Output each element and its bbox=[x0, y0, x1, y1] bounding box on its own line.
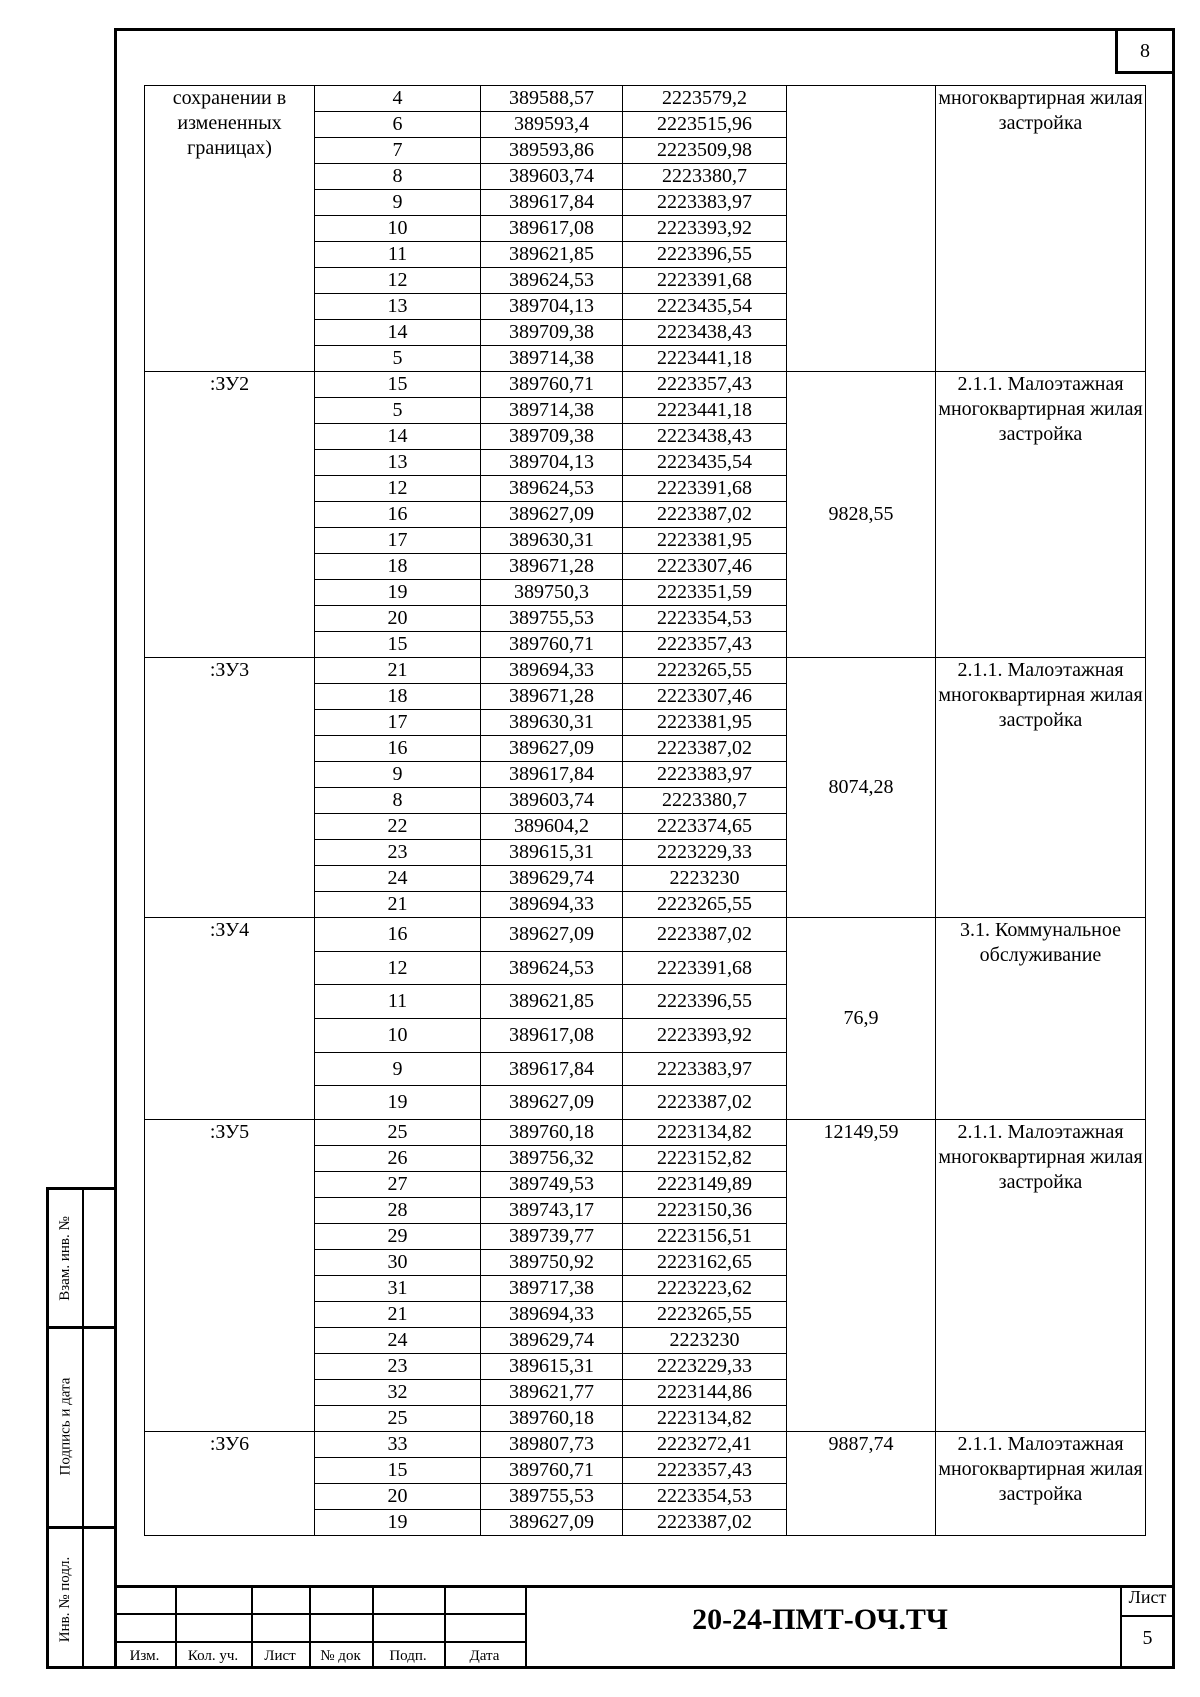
coord-x: 389621,77 bbox=[481, 1380, 623, 1406]
coord-y: 2223391,68 bbox=[623, 268, 787, 294]
point-number: 28 bbox=[315, 1198, 481, 1224]
coord-y: 2223272,41 bbox=[623, 1432, 787, 1458]
point-number: 23 bbox=[315, 1354, 481, 1380]
coord-y: 2223381,95 bbox=[623, 528, 787, 554]
coord-y: 2223515,96 bbox=[623, 112, 787, 138]
coord-x: 389760,71 bbox=[481, 372, 623, 398]
coord-x: 389743,17 bbox=[481, 1198, 623, 1224]
point-number: 13 bbox=[315, 450, 481, 476]
point-number: 19 bbox=[315, 1510, 481, 1536]
parcel-label: :ЗУ4 bbox=[145, 918, 315, 1120]
coord-x: 389739,77 bbox=[481, 1224, 623, 1250]
coord-x: 389593,4 bbox=[481, 112, 623, 138]
parcel-purpose: 2.1.1. Малоэтажная многоквартирная жилая застройка bbox=[936, 1432, 1146, 1536]
point-number: 5 bbox=[315, 346, 481, 372]
point-number: 10 bbox=[315, 1019, 481, 1053]
side-label-inv: Инв. № подл. bbox=[57, 1556, 73, 1642]
coord-y: 2223387,02 bbox=[623, 736, 787, 762]
coord-y: 2223229,33 bbox=[623, 1354, 787, 1380]
coord-y: 2223396,55 bbox=[623, 242, 787, 268]
coord-y: 2223307,46 bbox=[623, 554, 787, 580]
parcel-area: 76,9 bbox=[787, 918, 936, 1120]
coord-x: 389760,18 bbox=[481, 1406, 623, 1432]
coord-x: 389593,86 bbox=[481, 138, 623, 164]
point-number: 13 bbox=[315, 294, 481, 320]
coord-y: 2223374,65 bbox=[623, 814, 787, 840]
coord-y: 2223387,02 bbox=[623, 1510, 787, 1536]
parcel-label: :ЗУ3 bbox=[145, 658, 315, 918]
coord-y: 2223387,02 bbox=[623, 918, 787, 952]
coord-x: 389617,08 bbox=[481, 216, 623, 242]
point-number: 11 bbox=[315, 985, 481, 1019]
coord-y: 2223149,89 bbox=[623, 1172, 787, 1198]
coord-x: 389714,38 bbox=[481, 346, 623, 372]
point-number: 21 bbox=[315, 892, 481, 918]
coord-x: 389807,73 bbox=[481, 1432, 623, 1458]
coord-y: 2223438,43 bbox=[623, 320, 787, 346]
point-number: 20 bbox=[315, 606, 481, 632]
point-number: 32 bbox=[315, 1380, 481, 1406]
coord-y: 2223357,43 bbox=[623, 1458, 787, 1484]
stamp-kol-uch: Кол. уч. bbox=[187, 1648, 239, 1664]
coord-x: 389755,53 bbox=[481, 1484, 623, 1510]
coord-y: 2223383,97 bbox=[623, 190, 787, 216]
side-label-vzam: Взам. инв. № bbox=[57, 1215, 73, 1301]
point-number: 7 bbox=[315, 138, 481, 164]
parcel-label: :ЗУ6 bbox=[145, 1432, 315, 1536]
coord-x: 389603,74 bbox=[481, 788, 623, 814]
point-number: 23 bbox=[315, 840, 481, 866]
coord-x: 389694,33 bbox=[481, 1302, 623, 1328]
coord-x: 389617,84 bbox=[481, 190, 623, 216]
coord-y: 2223150,36 bbox=[623, 1198, 787, 1224]
sheet-number: 5 bbox=[1142, 1627, 1153, 1649]
coord-x: 389615,31 bbox=[481, 840, 623, 866]
parcel-label: :ЗУ2 bbox=[145, 372, 315, 658]
coord-x: 389714,38 bbox=[481, 398, 623, 424]
document-code: 20-24-ПМТ-ОЧ.ТЧ bbox=[692, 1603, 948, 1636]
point-number: 29 bbox=[315, 1224, 481, 1250]
coord-x: 389630,31 bbox=[481, 528, 623, 554]
point-number: 15 bbox=[315, 1458, 481, 1484]
coord-x: 389704,13 bbox=[481, 294, 623, 320]
coord-y: 2223380,7 bbox=[623, 788, 787, 814]
parcel-purpose: 3.1. Коммунальное обслуживание bbox=[936, 918, 1146, 1120]
coord-x: 389756,32 bbox=[481, 1146, 623, 1172]
coordinates-table bbox=[144, 85, 1146, 1536]
point-number: 19 bbox=[315, 1086, 481, 1120]
parcel-purpose: 2.1.1. Малоэтажная многоквартирная жилая застройка bbox=[936, 372, 1146, 658]
table-row bbox=[145, 1432, 1146, 1458]
table-row bbox=[145, 918, 1146, 952]
point-number: 16 bbox=[315, 736, 481, 762]
point-number: 31 bbox=[315, 1276, 481, 1302]
point-number: 12 bbox=[315, 268, 481, 294]
point-number: 15 bbox=[315, 372, 481, 398]
coord-y: 2223354,53 bbox=[623, 1484, 787, 1510]
parcel-area: 12149,59 bbox=[787, 1120, 936, 1432]
coord-y: 2223387,02 bbox=[623, 502, 787, 528]
coord-x: 389755,53 bbox=[481, 606, 623, 632]
point-number: 4 bbox=[315, 86, 481, 112]
coord-x: 389627,09 bbox=[481, 736, 623, 762]
coord-y: 2223383,97 bbox=[623, 762, 787, 788]
coord-y: 2223441,18 bbox=[623, 346, 787, 372]
coord-x: 389617,08 bbox=[481, 1019, 623, 1053]
point-number: 9 bbox=[315, 190, 481, 216]
coord-y: 2223229,33 bbox=[623, 840, 787, 866]
coord-x: 389627,09 bbox=[481, 502, 623, 528]
parcel-label: :ЗУ5 bbox=[145, 1120, 315, 1432]
coord-x: 389750,3 bbox=[481, 580, 623, 606]
point-number: 17 bbox=[315, 528, 481, 554]
stamp-podp: Подп. bbox=[389, 1648, 427, 1664]
point-number: 33 bbox=[315, 1432, 481, 1458]
parcel-label: сохранении в измененных границах) bbox=[145, 86, 315, 372]
point-number: 9 bbox=[315, 1052, 481, 1086]
coord-x: 389627,09 bbox=[481, 1086, 623, 1120]
point-number: 24 bbox=[315, 1328, 481, 1354]
table-row bbox=[145, 86, 1146, 112]
coord-y: 2223393,92 bbox=[623, 1019, 787, 1053]
point-number: 16 bbox=[315, 918, 481, 952]
coord-y: 2223265,55 bbox=[623, 658, 787, 684]
point-number: 18 bbox=[315, 684, 481, 710]
coord-y: 2223230 bbox=[623, 1328, 787, 1354]
point-number: 24 bbox=[315, 866, 481, 892]
point-number: 5 bbox=[315, 398, 481, 424]
point-number: 10 bbox=[315, 216, 481, 242]
coord-x: 389629,74 bbox=[481, 1328, 623, 1354]
coord-x: 389617,84 bbox=[481, 762, 623, 788]
side-stamp bbox=[46, 1187, 117, 1669]
coord-x: 389709,38 bbox=[481, 320, 623, 346]
point-number: 16 bbox=[315, 502, 481, 528]
coord-y: 2223307,46 bbox=[623, 684, 787, 710]
coord-x: 389615,31 bbox=[481, 1354, 623, 1380]
coord-x: 389621,85 bbox=[481, 242, 623, 268]
coord-x: 389750,92 bbox=[481, 1250, 623, 1276]
coord-y: 2223509,98 bbox=[623, 138, 787, 164]
point-number: 21 bbox=[315, 1302, 481, 1328]
coord-y: 2223265,55 bbox=[623, 892, 787, 918]
coord-y: 2223441,18 bbox=[623, 398, 787, 424]
point-number: 6 bbox=[315, 112, 481, 138]
coord-x: 389604,2 bbox=[481, 814, 623, 840]
coord-x: 389717,38 bbox=[481, 1276, 623, 1302]
coord-x: 389760,71 bbox=[481, 632, 623, 658]
point-number: 14 bbox=[315, 424, 481, 450]
side-label-podpis: Подпись и дата bbox=[57, 1377, 74, 1475]
coord-y: 2223391,68 bbox=[623, 476, 787, 502]
coord-y: 2223435,54 bbox=[623, 450, 787, 476]
point-number: 15 bbox=[315, 632, 481, 658]
point-number: 20 bbox=[315, 1484, 481, 1510]
coord-y: 2223351,59 bbox=[623, 580, 787, 606]
point-number: 22 bbox=[315, 814, 481, 840]
coord-x: 389624,53 bbox=[481, 268, 623, 294]
stamp-data: Дата bbox=[469, 1648, 500, 1664]
point-number: 12 bbox=[315, 951, 481, 985]
point-number: 8 bbox=[315, 788, 481, 814]
coord-y: 2223380,7 bbox=[623, 164, 787, 190]
coord-x: 389627,09 bbox=[481, 1510, 623, 1536]
coord-x: 389704,13 bbox=[481, 450, 623, 476]
coord-x: 389671,28 bbox=[481, 684, 623, 710]
point-number: 12 bbox=[315, 476, 481, 502]
page-number: 8 bbox=[1140, 39, 1150, 62]
coord-y: 2223435,54 bbox=[623, 294, 787, 320]
coord-x: 389603,74 bbox=[481, 164, 623, 190]
stamp-izm: Изм. bbox=[129, 1648, 160, 1664]
coord-y: 2223357,43 bbox=[623, 372, 787, 398]
coord-y: 2223230 bbox=[623, 866, 787, 892]
point-number: 19 bbox=[315, 580, 481, 606]
coord-y: 2223156,51 bbox=[623, 1224, 787, 1250]
page-number-box bbox=[1115, 28, 1175, 74]
table-row bbox=[145, 1120, 1146, 1146]
coord-y: 2223357,43 bbox=[623, 632, 787, 658]
point-number: 11 bbox=[315, 242, 481, 268]
coord-y: 2223383,97 bbox=[623, 1052, 787, 1086]
parcel-area: 8074,28 bbox=[787, 658, 936, 918]
coord-y: 2223438,43 bbox=[623, 424, 787, 450]
point-number: 26 bbox=[315, 1146, 481, 1172]
coord-y: 2223144,86 bbox=[623, 1380, 787, 1406]
coord-x: 389694,33 bbox=[481, 658, 623, 684]
coord-x: 389617,84 bbox=[481, 1052, 623, 1086]
coord-y: 2223391,68 bbox=[623, 951, 787, 985]
point-number: 21 bbox=[315, 658, 481, 684]
coord-y: 2223393,92 bbox=[623, 216, 787, 242]
coord-x: 389588,57 bbox=[481, 86, 623, 112]
coord-y: 2223265,55 bbox=[623, 1302, 787, 1328]
point-number: 9 bbox=[315, 762, 481, 788]
parcel-purpose: 2.1.1. Малоэтажная многоквартирная жилая застройка bbox=[936, 1120, 1146, 1432]
parcel-area: 9887,74 bbox=[787, 1432, 936, 1536]
point-number: 30 bbox=[315, 1250, 481, 1276]
coord-x: 389749,53 bbox=[481, 1172, 623, 1198]
coord-y: 2223354,53 bbox=[623, 606, 787, 632]
coord-x: 389760,71 bbox=[481, 1458, 623, 1484]
coord-x: 389630,31 bbox=[481, 710, 623, 736]
coord-y: 2223381,95 bbox=[623, 710, 787, 736]
coord-y: 2223579,2 bbox=[623, 86, 787, 112]
stamp-n-dok: № док bbox=[320, 1648, 361, 1664]
parcel-area: 9828,55 bbox=[787, 372, 936, 658]
parcel-purpose: многоквартирная жилая застройка bbox=[936, 86, 1146, 372]
coord-x: 389621,85 bbox=[481, 985, 623, 1019]
coord-x: 389694,33 bbox=[481, 892, 623, 918]
table-row bbox=[145, 658, 1146, 684]
table-row bbox=[145, 372, 1146, 398]
coord-x: 389624,53 bbox=[481, 951, 623, 985]
point-number: 27 bbox=[315, 1172, 481, 1198]
coord-y: 2223396,55 bbox=[623, 985, 787, 1019]
point-number: 17 bbox=[315, 710, 481, 736]
coord-x: 389760,18 bbox=[481, 1120, 623, 1146]
coord-x: 389671,28 bbox=[481, 554, 623, 580]
coord-x: 389709,38 bbox=[481, 424, 623, 450]
coord-x: 389627,09 bbox=[481, 918, 623, 952]
parcel-purpose: 2.1.1. Малоэтажная многоквартирная жилая застройка bbox=[936, 658, 1146, 918]
point-number: 8 bbox=[315, 164, 481, 190]
parcel-area bbox=[787, 86, 936, 372]
coord-y: 2223223,62 bbox=[623, 1276, 787, 1302]
coord-y: 2223152,82 bbox=[623, 1146, 787, 1172]
coord-x: 389629,74 bbox=[481, 866, 623, 892]
point-number: 25 bbox=[315, 1120, 481, 1146]
coord-x: 389624,53 bbox=[481, 476, 623, 502]
coord-y: 2223387,02 bbox=[623, 1086, 787, 1120]
point-number: 14 bbox=[315, 320, 481, 346]
coord-y: 2223134,82 bbox=[623, 1120, 787, 1146]
stamp-list: Лист bbox=[264, 1648, 296, 1664]
point-number: 18 bbox=[315, 554, 481, 580]
coord-y: 2223162,65 bbox=[623, 1250, 787, 1276]
point-number: 25 bbox=[315, 1406, 481, 1432]
sheet-label: Лист bbox=[1128, 1587, 1167, 1607]
coord-y: 2223134,82 bbox=[623, 1406, 787, 1432]
